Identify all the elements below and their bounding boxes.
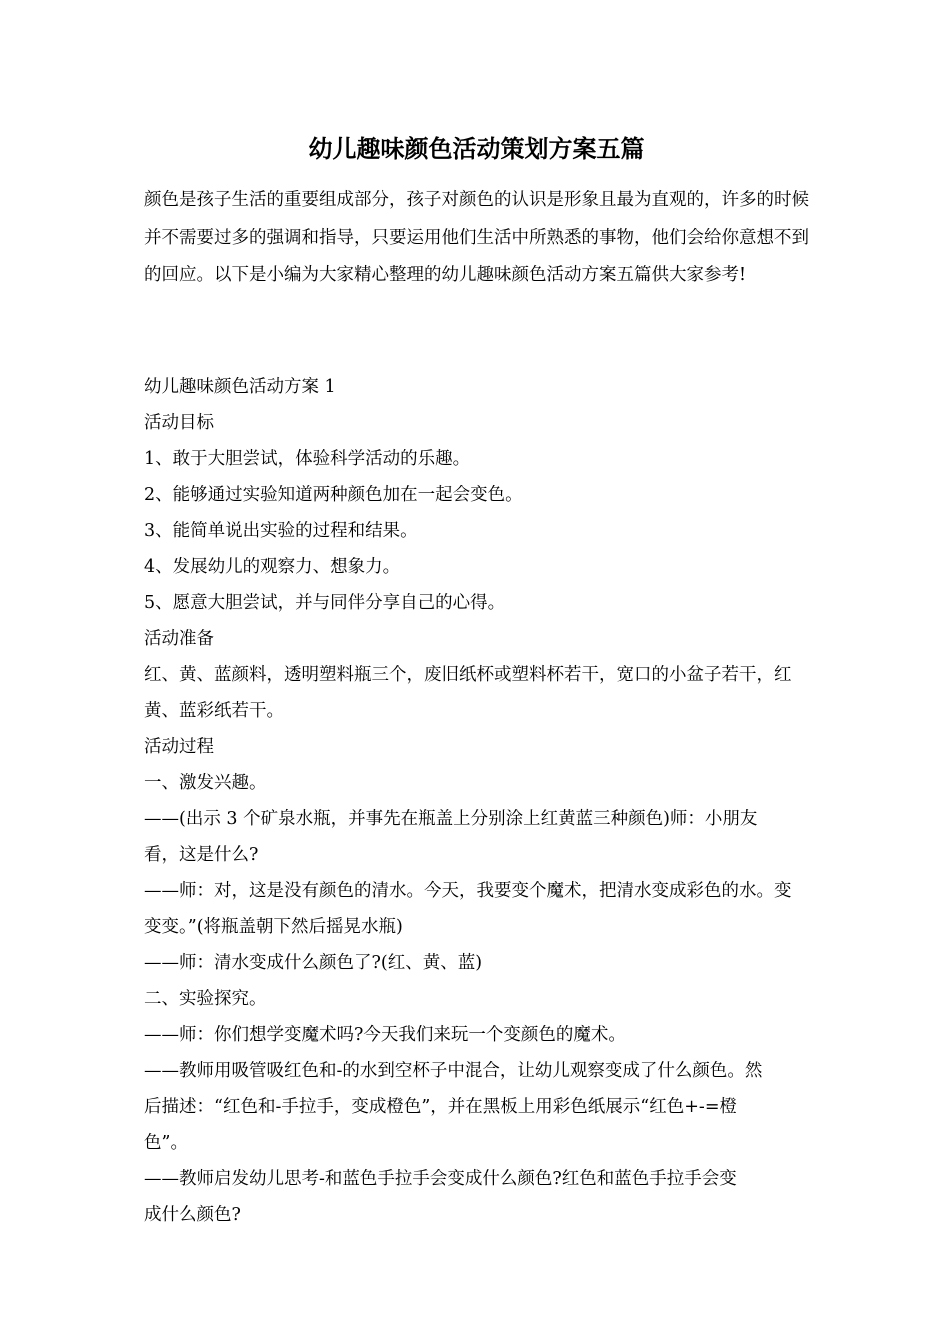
step-heading: 一、激发兴趣。 xyxy=(144,773,267,793)
step-text: ——师：你们想学变魔术吗?今天我们来玩一个变颜色的魔术。 xyxy=(144,1025,626,1045)
document-title: 幼儿趣味颜色活动策划方案五篇 xyxy=(308,134,645,163)
prep-heading: 活动准备 xyxy=(144,629,214,649)
section-heading: 幼儿趣味颜色活动方案 1 xyxy=(144,377,336,397)
step-text: 看，这是什么? xyxy=(144,845,259,865)
goal-item: 4、发展幼儿的观察力、想象力。 xyxy=(144,557,401,577)
goal-item: 3、能简单说出实验的过程和结果。 xyxy=(144,521,418,541)
step-text: 后描述：“红色和-手拉手，变成橙色”，并在黑板上用彩色纸展示“红色+-=橙 xyxy=(144,1097,737,1117)
step-text: ——师：对，这是没有颜色的清水。今天，我要变个魔术，把清水变成彩色的水。变 xyxy=(144,881,792,901)
goal-item: 2、能够通过实验知道两种颜色加在一起会变色。 xyxy=(144,485,523,505)
step-text: 成什么颜色? xyxy=(144,1205,241,1225)
process-heading: 活动过程 xyxy=(144,737,214,757)
step-text: ——(出示 3 个矿泉水瓶，并事先在瓶盖上分别涂上红黄蓝三种颜色)师：小朋友 xyxy=(144,809,758,829)
step-text: 变变。”(将瓶盖朝下然后摇晃水瓶) xyxy=(144,917,403,937)
step-text: ——师：清水变成什么颜色了?(红、黄、蓝) xyxy=(144,953,483,973)
prep-text: 红、黄、蓝颜料，透明塑料瓶三个，废旧纸杯或塑料杯若干，宽口的小盆子若干，红 xyxy=(144,665,792,685)
intro-paragraph: 颜色是孩子生活的重要组成部分，孩子对颜色的认识是形象且最为直观的，许多的时候并不需要过多的强调和指导，只要运用他们生活中所熟悉的事物，他们会给你意想不到的回应。以下是小编为大家精心整理的幼儿趣味颜色活动方案五篇供大家参考! xyxy=(144,190,809,285)
goal-item: 5、愿意大胆尝试，并与同伴分享自己的心得。 xyxy=(144,593,506,613)
goals-heading: 活动目标 xyxy=(144,413,214,433)
step-text: 色”。 xyxy=(144,1133,188,1153)
step-heading: 二、实验探究。 xyxy=(144,989,267,1009)
goal-item: 1、敢于大胆尝试，体验科学活动的乐趣。 xyxy=(144,449,471,469)
prep-text: 黄、蓝彩纸若干。 xyxy=(144,701,284,721)
document-body xyxy=(144,369,809,1233)
step-text: ——教师用吸管吸红色和-的水到空杯子中混合，让幼儿观察变成了什么颜色。然 xyxy=(144,1061,763,1081)
step-text: ——教师启发幼儿思考-和蓝色手拉手会变成什么颜色?红色和蓝色手拉手会变 xyxy=(144,1169,737,1189)
